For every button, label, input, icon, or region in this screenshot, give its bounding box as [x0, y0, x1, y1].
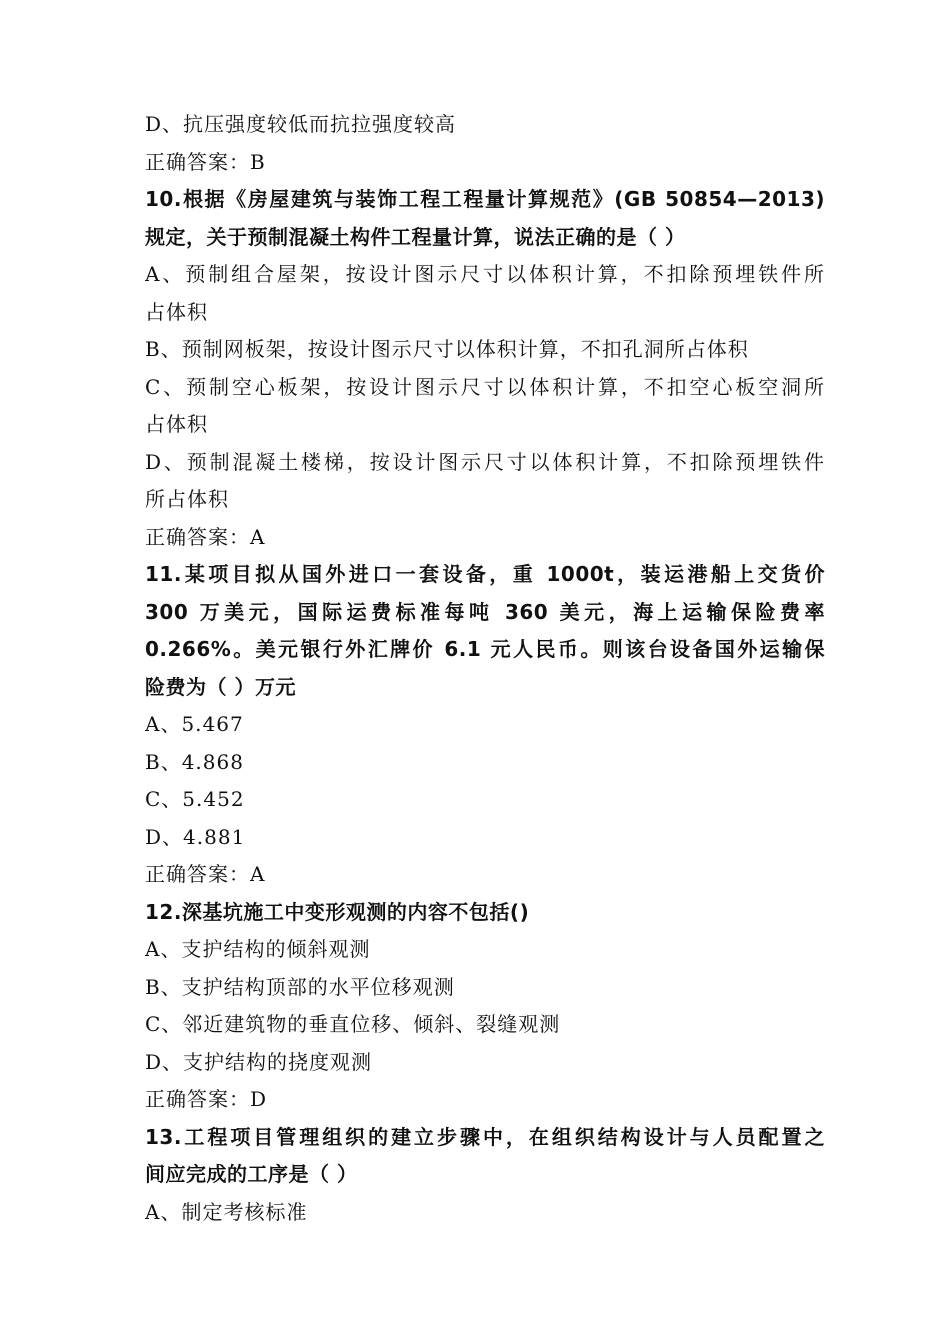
option-line: C、预制空心板架，按设计图示尺寸以体积计算，不扣空心板空洞所: [145, 374, 825, 399]
question-line: 0.266%。美元银行外汇牌价 6.1 元人民币。则该台设备国外运输保: [145, 637, 825, 661]
option-line: C、5.452: [145, 787, 245, 811]
question-line: 300 万美元，国际运费标准每吨 360 美元，海上运输保险费率: [145, 599, 825, 624]
question-line: 10.根据《房屋建筑与装饰工程工程量计算规范》(GB 50854—2013): [145, 187, 825, 211]
option-line: 所占体积: [145, 487, 229, 511]
question-line: 13.工程项目管理组织的建立步骤中，在组织结构设计与人员配置之: [145, 1124, 825, 1149]
question-line: 险费为（ ）万元: [145, 674, 296, 699]
option-line: D、预制混凝土楼梯，按设计图示尺寸以体积计算，不扣除预埋铁件: [145, 449, 825, 474]
answer-line: 正确答案：B: [145, 149, 266, 174]
option-line: A、支护结构的倾斜观测: [145, 937, 371, 961]
option-line: A、预制组合屋架，按设计图示尺寸以体积计算，不扣除预埋铁件所: [145, 262, 825, 286]
answer-line: 正确答案：A: [145, 524, 266, 549]
option-line: B、支护结构顶部的水平位移观测: [145, 974, 455, 999]
question-line: 规定，关于预制混凝土构件工程量计算，说法正确的是（ ）: [145, 224, 686, 249]
option-line: A、5.467: [145, 712, 244, 736]
option-line: B、4.868: [145, 749, 244, 774]
option-line: 占体积: [145, 412, 208, 436]
document-page: [145, 106, 825, 1231]
option-line: A、制定考核标准: [145, 1199, 308, 1224]
question-line: 12.深基坑施工中变形观测的内容不包括(): [145, 899, 530, 924]
question-line: 11.某项目拟从国外进口一套设备，重 1000t，装运港船上交货价: [145, 562, 825, 586]
option-line: 占体积: [145, 299, 208, 324]
option-line: C、邻近建筑物的垂直位移、倾斜、裂缝观测: [145, 1012, 561, 1036]
option-line: D、4.881: [145, 824, 246, 849]
option-line: B、预制网板架，按设计图示尺寸以体积计算，不扣孔洞所占体积: [145, 337, 749, 361]
question-line: 间应完成的工序是（ ）: [145, 1162, 358, 1186]
option-line: D、支护结构的挠度观测: [145, 1049, 373, 1074]
answer-line: 正确答案：A: [145, 862, 266, 886]
answer-line: 正确答案：D: [145, 1087, 268, 1111]
option-line: D、抗压强度较低而抗拉强度较高: [145, 112, 457, 136]
